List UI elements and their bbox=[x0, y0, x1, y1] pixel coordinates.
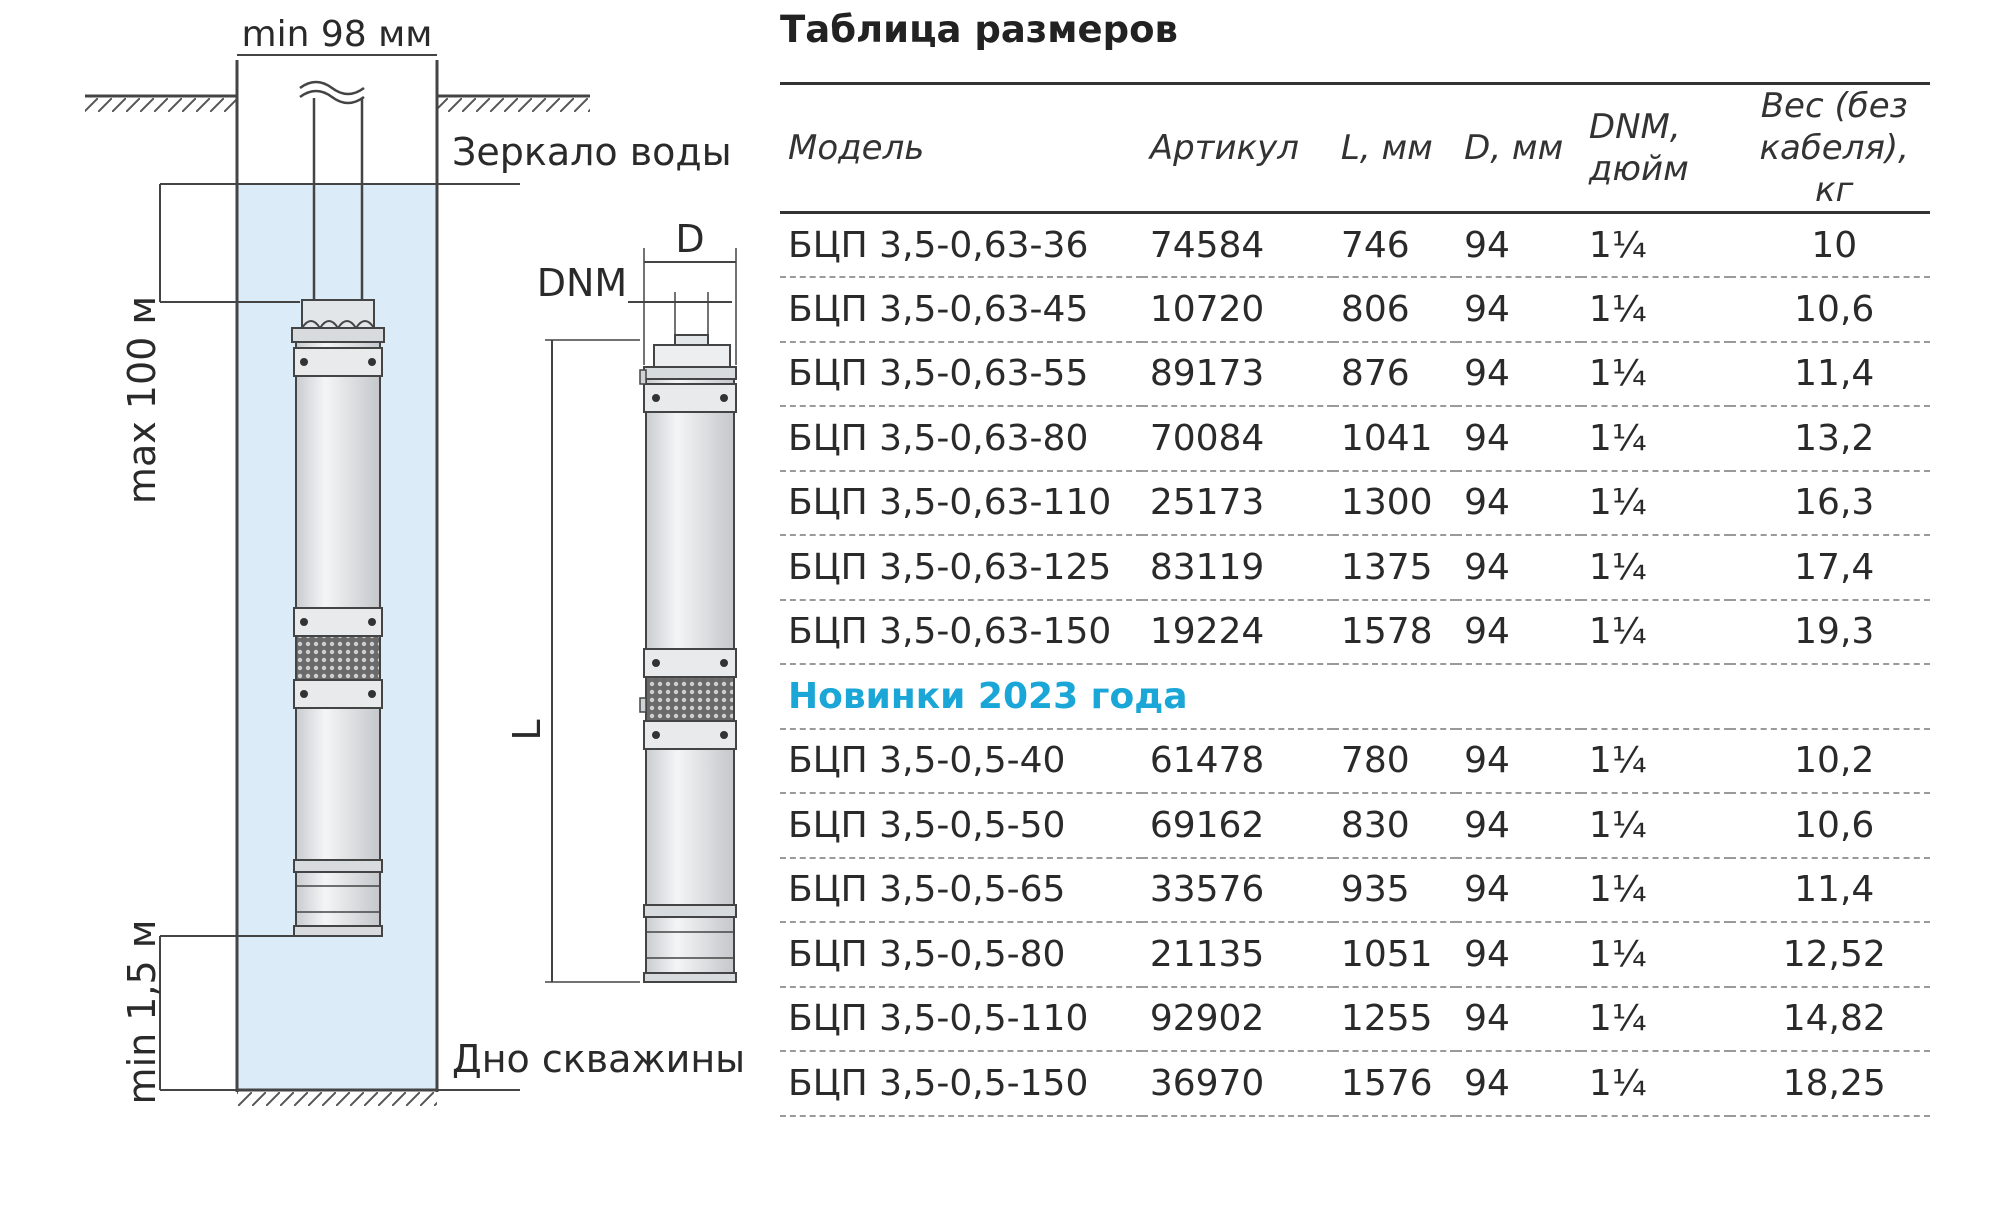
table-row bbox=[780, 342, 1930, 407]
length-label: L bbox=[505, 719, 549, 741]
pump-in-well bbox=[292, 300, 384, 936]
cell-weight: 10,2 bbox=[1794, 740, 1875, 782]
cell-article: 70084 bbox=[1149, 417, 1265, 459]
cell-weight: 10,6 bbox=[1794, 288, 1875, 330]
cell-weight: 17,4 bbox=[1794, 546, 1875, 588]
table-row bbox=[780, 406, 1930, 471]
cell-diameter: 94 bbox=[1464, 804, 1510, 846]
cell-dnm: 1¼ bbox=[1588, 417, 1647, 459]
cell-article: 21135 bbox=[1149, 933, 1265, 975]
cell-length: 876 bbox=[1340, 353, 1410, 395]
cell-weight: 12,52 bbox=[1782, 933, 1886, 975]
cell-length: 935 bbox=[1340, 869, 1410, 911]
cell-weight: 10 bbox=[1811, 224, 1858, 266]
cell-article: 89173 bbox=[1149, 353, 1265, 395]
cell-article: 69162 bbox=[1149, 804, 1265, 846]
table-row bbox=[780, 987, 1930, 1052]
cell-dnm: 1¼ bbox=[1588, 804, 1647, 846]
cell-dnm: 1¼ bbox=[1588, 288, 1647, 330]
cell-diameter: 94 bbox=[1464, 288, 1510, 330]
table-row bbox=[780, 535, 1930, 600]
cell-model: БЦП 3,5-0,63-125 bbox=[788, 546, 1112, 588]
cell-diameter: 94 bbox=[1464, 353, 1510, 395]
table-header-row bbox=[780, 84, 1930, 213]
header-length: L, мм bbox=[1340, 128, 1433, 168]
cell-article: 33576 bbox=[1149, 869, 1265, 911]
cell-model: БЦП 3,5-0,63-80 bbox=[788, 417, 1089, 459]
cell-diameter: 94 bbox=[1464, 611, 1510, 653]
cell-length: 830 bbox=[1340, 804, 1410, 846]
cell-dnm: 1¼ bbox=[1588, 353, 1647, 395]
well-diagram bbox=[0, 0, 780, 1216]
table-row bbox=[780, 1051, 1930, 1116]
table-row bbox=[780, 471, 1930, 536]
cell-article: 36970 bbox=[1149, 1062, 1265, 1104]
cell-dnm: 1¼ bbox=[1588, 740, 1647, 782]
cell-model: БЦП 3,5-0,63-110 bbox=[788, 482, 1112, 524]
table-body bbox=[780, 213, 1930, 1116]
water-level-label: Зеркало воды bbox=[452, 130, 732, 174]
pump-dimension-drawing bbox=[505, 217, 736, 982]
cell-diameter: 94 bbox=[1464, 869, 1510, 911]
table-row bbox=[780, 858, 1930, 923]
header-weight bbox=[1730, 84, 1930, 213]
well-width-label: min 98 мм bbox=[241, 14, 433, 55]
bottom-marker bbox=[437, 1037, 745, 1090]
cell-model: БЦП 3,5-0,63-36 bbox=[788, 224, 1089, 266]
cell-article: 19224 bbox=[1149, 611, 1265, 653]
cell-model: БЦП 3,5-0,5-150 bbox=[788, 1062, 1089, 1104]
cell-dnm: 1¼ bbox=[1588, 998, 1647, 1040]
cell-model: БЦП 3,5-0,63-55 bbox=[788, 353, 1089, 395]
cell-diameter: 94 bbox=[1464, 740, 1510, 782]
cell-weight: 11,4 bbox=[1794, 353, 1875, 395]
dimension-table bbox=[780, 82, 1930, 1117]
cell-length: 746 bbox=[1340, 224, 1410, 266]
cell-diameter: 94 bbox=[1464, 933, 1510, 975]
header-weight-line2: кабеля), кг bbox=[1759, 128, 1909, 210]
header-dnm bbox=[1581, 84, 1731, 213]
header-weight-line1: Вес (без bbox=[1760, 86, 1908, 126]
header-dnm-line1: DNM, bbox=[1588, 107, 1681, 147]
header-diameter: D, мм bbox=[1464, 128, 1564, 168]
cell-article: 83119 bbox=[1149, 546, 1265, 588]
diameter-label: D bbox=[675, 217, 705, 261]
cell-article: 92902 bbox=[1149, 998, 1265, 1040]
cell-model: БЦП 3,5-0,5-40 bbox=[788, 740, 1066, 782]
cell-diameter: 94 bbox=[1464, 998, 1510, 1040]
section-title: Новинки 2023 года bbox=[788, 675, 1188, 717]
cell-length: 806 bbox=[1340, 288, 1410, 330]
cell-weight: 11,4 bbox=[1794, 869, 1875, 911]
min-bottom-label: min 1,5 м bbox=[120, 919, 164, 1105]
cell-length: 780 bbox=[1340, 740, 1410, 782]
cell-length: 1041 bbox=[1340, 417, 1433, 459]
table-row bbox=[780, 213, 1930, 278]
cell-model: БЦП 3,5-0,5-65 bbox=[788, 869, 1066, 911]
cell-dnm: 1¼ bbox=[1588, 869, 1647, 911]
cell-diameter: 94 bbox=[1464, 224, 1510, 266]
cell-length: 1255 bbox=[1340, 998, 1433, 1040]
header-article: Артикул bbox=[1149, 128, 1299, 168]
table-row bbox=[780, 277, 1930, 342]
ground-surface bbox=[85, 96, 590, 112]
cell-dnm: 1¼ bbox=[1588, 482, 1647, 524]
cell-weight: 16,3 bbox=[1794, 482, 1875, 524]
cell-model: БЦП 3,5-0,63-150 bbox=[788, 611, 1112, 653]
cell-article: 25173 bbox=[1149, 482, 1265, 524]
table-title: Таблица размеров bbox=[780, 8, 1178, 51]
cell-model: БЦП 3,5-0,5-80 bbox=[788, 933, 1066, 975]
outlet-label: DNM bbox=[536, 261, 628, 305]
cell-length: 1578 bbox=[1340, 611, 1433, 653]
cell-weight: 13,2 bbox=[1794, 417, 1875, 459]
cell-dnm: 1¼ bbox=[1588, 546, 1647, 588]
cell-model: БЦП 3,5-0,5-110 bbox=[788, 998, 1089, 1040]
table-row bbox=[780, 922, 1930, 987]
cell-length: 1576 bbox=[1340, 1062, 1433, 1104]
cell-weight: 19,3 bbox=[1794, 611, 1875, 653]
cell-length: 1051 bbox=[1340, 933, 1433, 975]
cell-model: БЦП 3,5-0,5-50 bbox=[788, 804, 1066, 846]
cell-article: 10720 bbox=[1149, 288, 1265, 330]
cell-model: БЦП 3,5-0,63-45 bbox=[788, 288, 1089, 330]
water-level-marker bbox=[160, 130, 732, 184]
cell-length: 1300 bbox=[1340, 482, 1433, 524]
cell-dnm: 1¼ bbox=[1588, 224, 1647, 266]
header-model: Модель bbox=[788, 128, 925, 168]
cell-weight: 10,6 bbox=[1794, 804, 1875, 846]
table-row bbox=[780, 600, 1930, 665]
well-bottom bbox=[237, 1090, 437, 1106]
cell-diameter: 94 bbox=[1464, 546, 1510, 588]
cell-dnm: 1¼ bbox=[1588, 933, 1647, 975]
cell-dnm: 1¼ bbox=[1588, 611, 1647, 653]
cell-article: 74584 bbox=[1149, 224, 1265, 266]
cell-diameter: 94 bbox=[1464, 417, 1510, 459]
section-header-row bbox=[780, 664, 1930, 729]
cell-length: 1375 bbox=[1340, 546, 1433, 588]
cell-diameter: 94 bbox=[1464, 1062, 1510, 1104]
max-depth-label: max 100 м bbox=[120, 295, 164, 505]
table-row bbox=[780, 729, 1930, 794]
table-row bbox=[780, 793, 1930, 858]
well-width-dimension bbox=[237, 14, 437, 55]
cell-diameter: 94 bbox=[1464, 482, 1510, 524]
well-bottom-label: Дно скважины bbox=[452, 1037, 746, 1081]
cell-dnm: 1¼ bbox=[1588, 1062, 1647, 1104]
cell-weight: 18,25 bbox=[1782, 1062, 1886, 1104]
cell-article: 61478 bbox=[1149, 740, 1265, 782]
header-dnm-line2: дюйм bbox=[1588, 149, 1689, 189]
cell-weight: 14,82 bbox=[1782, 998, 1886, 1040]
